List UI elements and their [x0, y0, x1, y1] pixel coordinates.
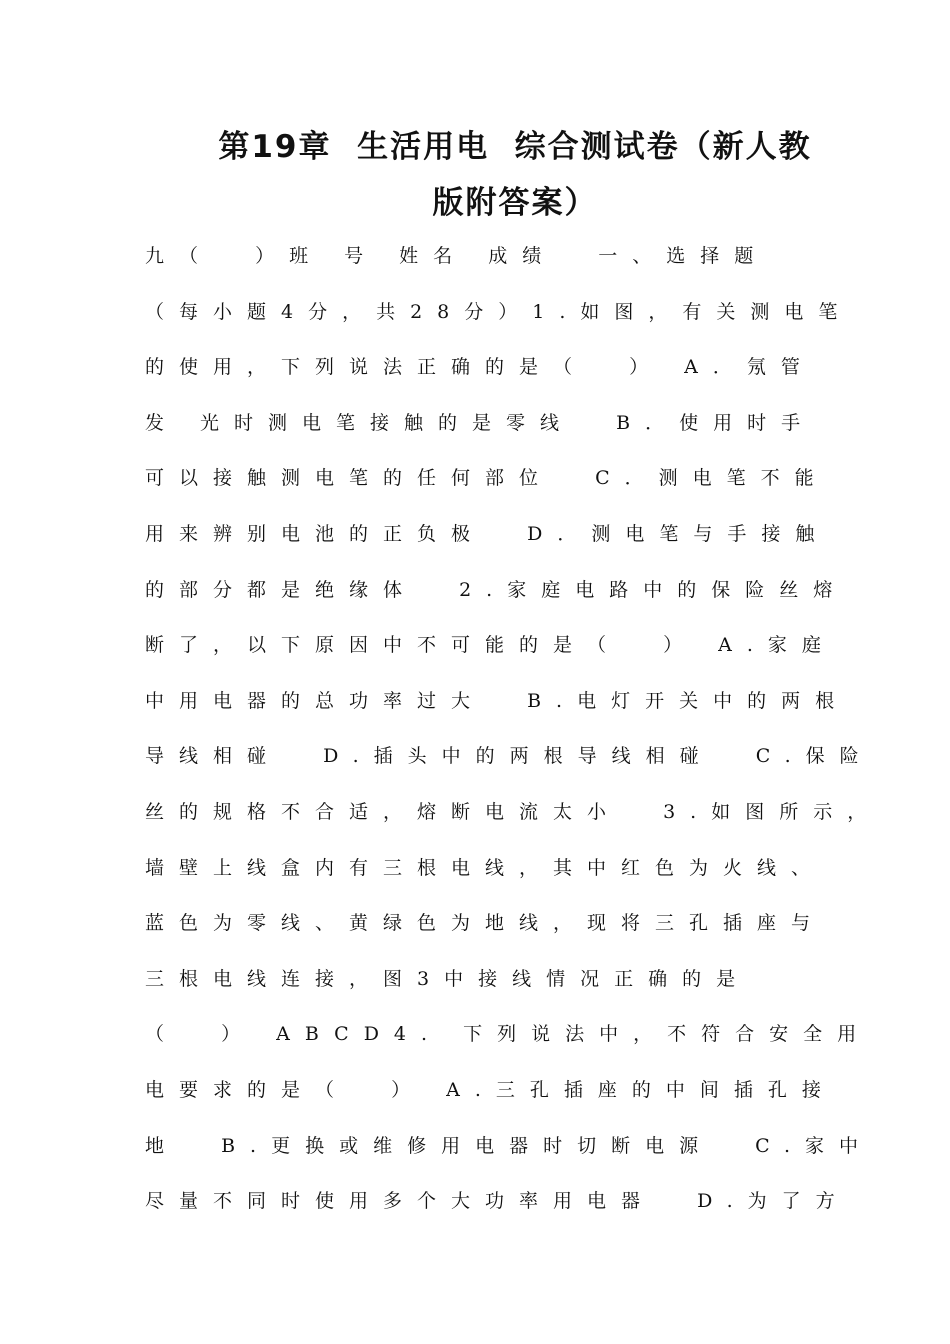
body-line: 尽量不同时使用多个大功率用电器 D.为了方 — [145, 1190, 850, 1213]
body-line: （ ） ABCD4. 下列说法中，不符合安全用 — [145, 1023, 872, 1046]
body-line: 九（ ）班 号 姓名 成绩 一、选择题 — [145, 245, 769, 267]
body-line: 丝的规格不合适，熔断电流太小 3.如图所示， — [145, 800, 882, 823]
body-line: 导线相碰 D.插头中的两根导线相碰 C.保险 — [145, 745, 874, 768]
body-line: 可以接触测电笔的任何部位 C．测电笔不能 — [145, 467, 829, 490]
body-line: 三根电线连接，图3中接线情况正确的是 — [145, 967, 751, 990]
document-body — [145, 238, 882, 1239]
body-line: 中用电器的总功率过大 B.电灯开关中的两根 — [145, 689, 850, 712]
document-title-line-2: 版附答案） — [432, 185, 598, 221]
body-line: 电要求的是（ ） A.三孔插座的中间插孔接 — [145, 1078, 836, 1101]
body-line: （每小题4分，共28分）1.如图，有关测电笔 — [145, 300, 853, 323]
body-line: 发 光时测电笔接触的是零线 B．使用时手 — [145, 411, 816, 434]
body-line: 蓝色为零线、黄绿色为地线，现将三孔插座与 — [145, 912, 826, 935]
body-line: 的部分都是绝缘体 2.家庭电路中的保险丝熔 — [145, 578, 848, 601]
body-line: 断了，以下原因中不可能的是（ ） A.家庭 — [145, 634, 836, 657]
body-line: 地 B.更换或维修用电器时切断电源 C.家中 — [145, 1134, 874, 1157]
body-line: 的使用，下列说法正确的是（ ） A．氖管 — [145, 356, 815, 379]
body-line: 用来辨别电池的正负极 D．测电笔与手接触 — [145, 522, 830, 545]
body-line: 墙壁上线盒内有三根电线，其中红色为火线、 — [145, 856, 826, 879]
document-title-line-1: 第19章 生活用电 综合测试卷（新人教 — [218, 129, 812, 165]
